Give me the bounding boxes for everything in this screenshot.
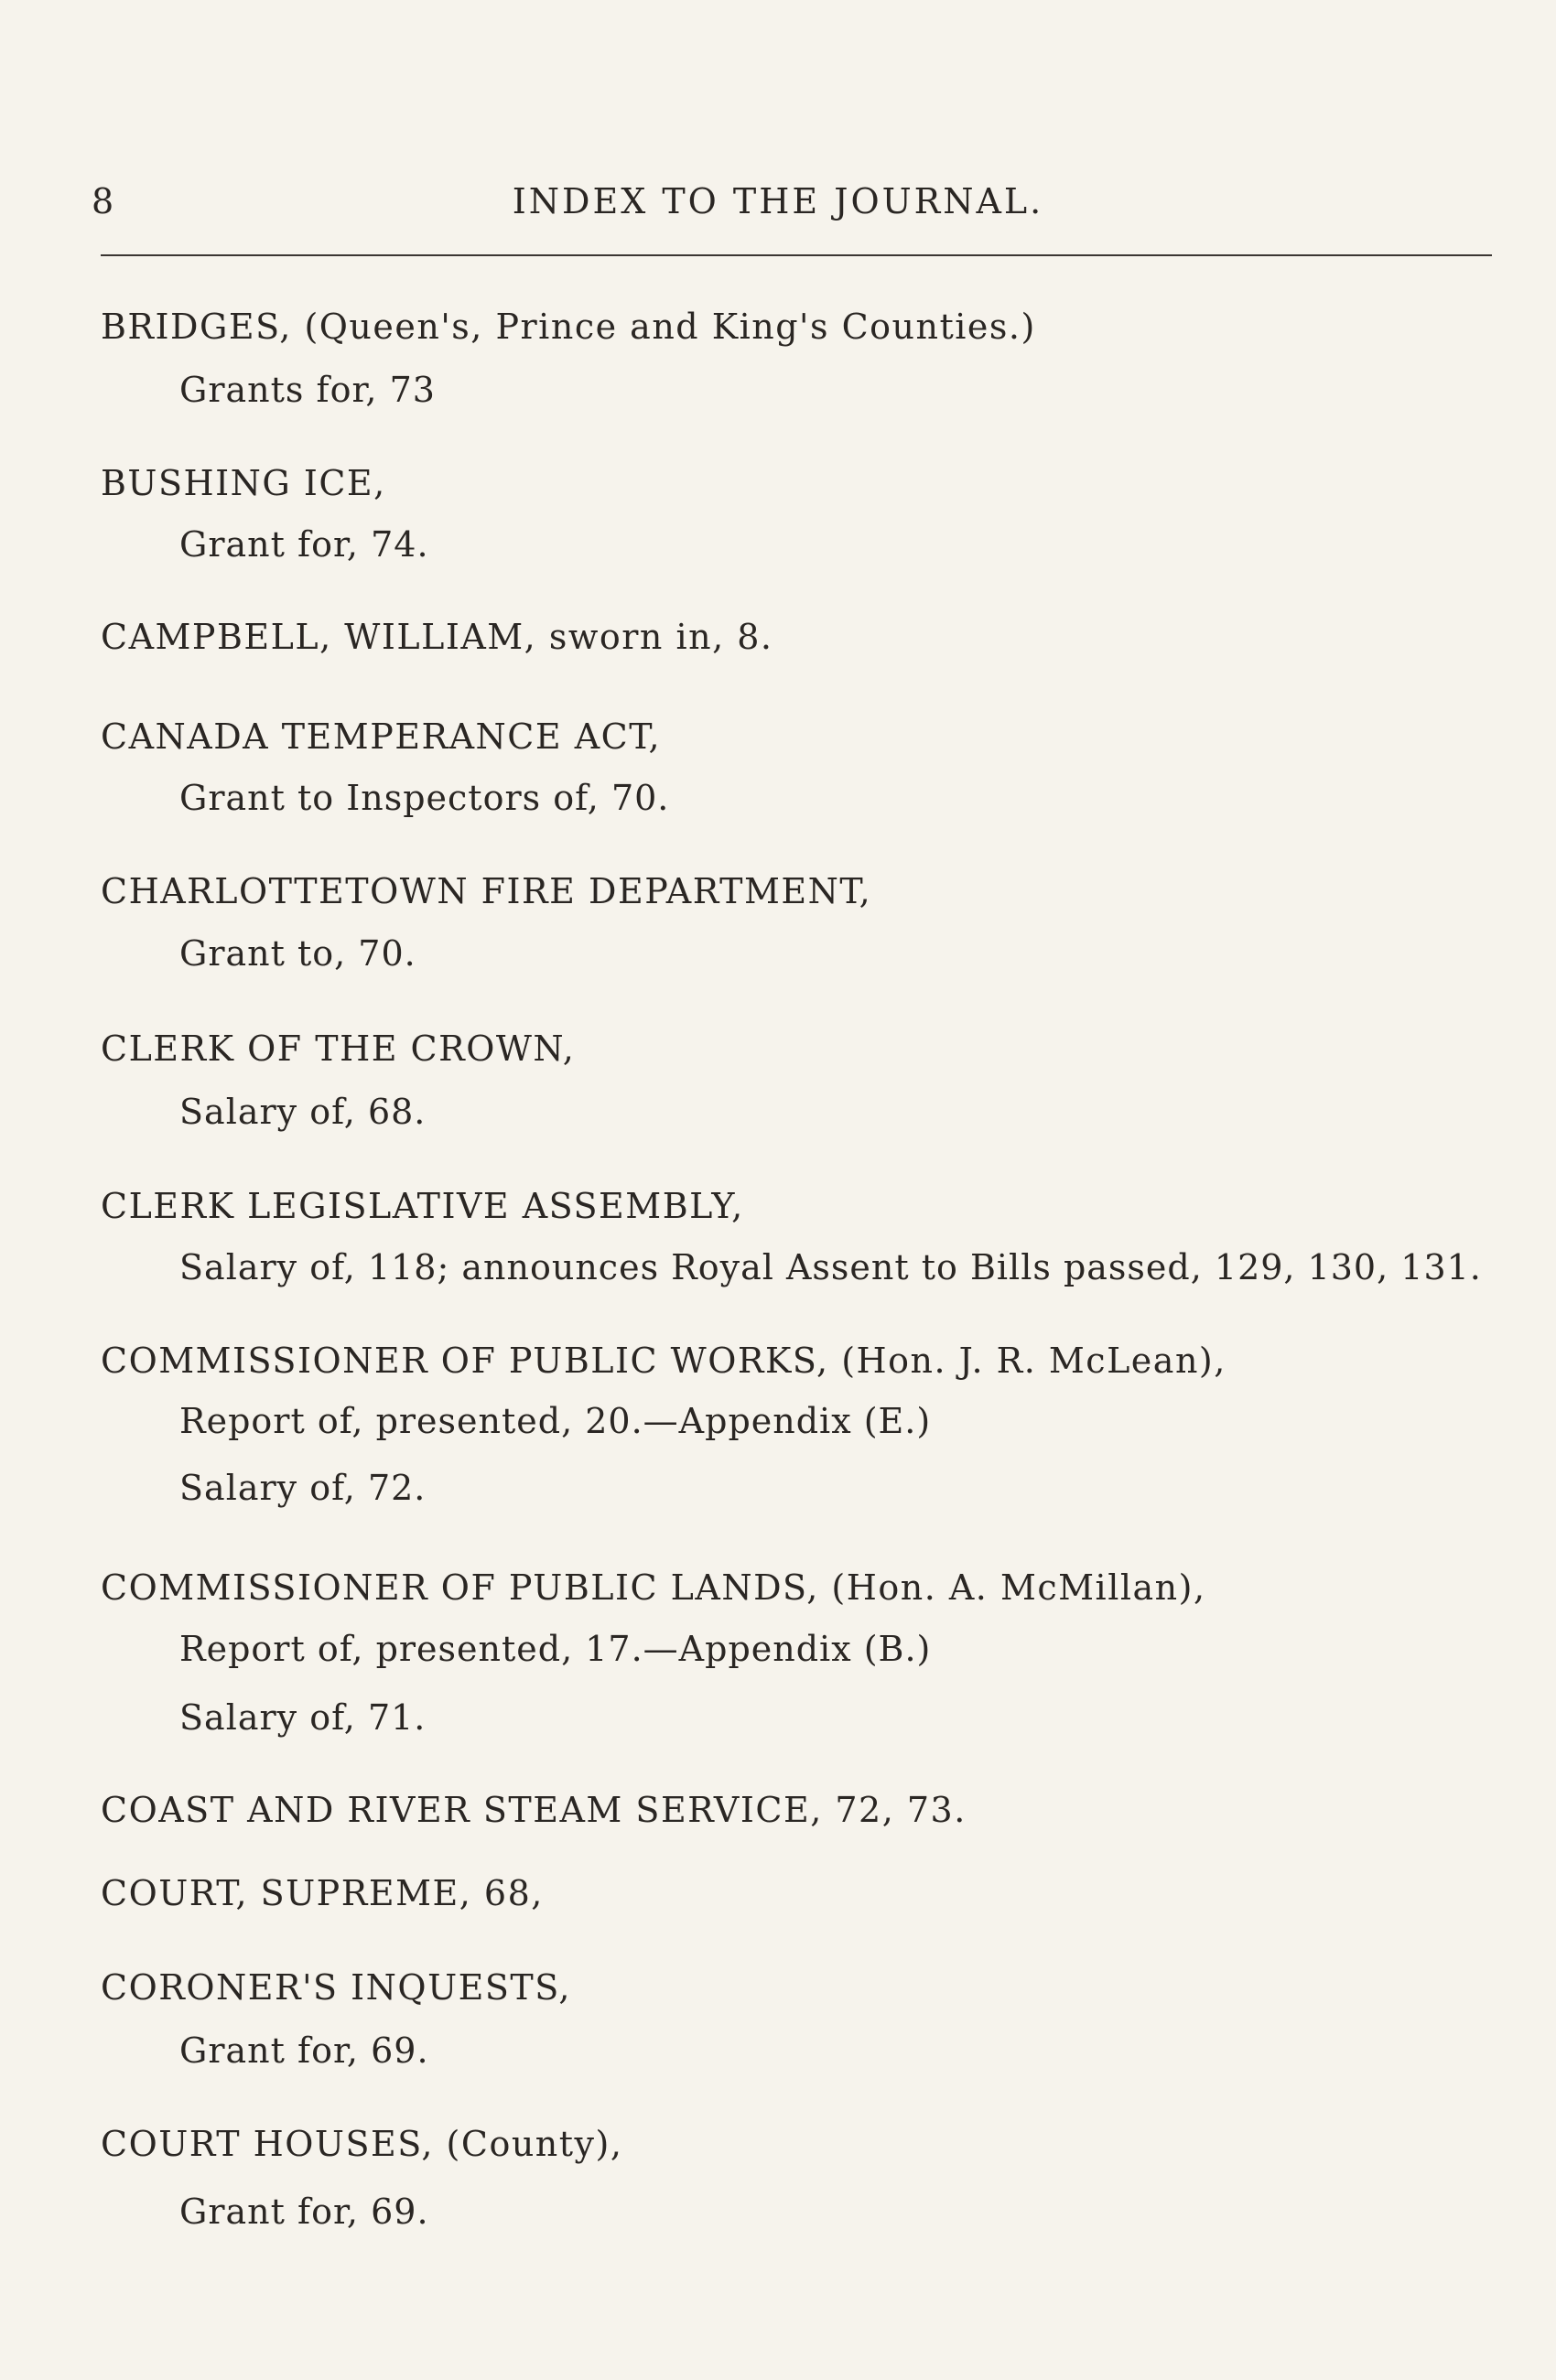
index-subentry: Grant for, 74. (179, 524, 429, 565)
index-subentry: Report of, presented, 17.—Appendix (B.) (179, 1629, 932, 1669)
index-subentry: Grant to Inspectors of, 70. (179, 778, 670, 818)
index-subentry: Salary of, 118; announces Royal Assent to Bills passed, 129, 130, 131. (179, 1247, 1482, 1287)
index-subentry: Salary of, 68. (179, 1092, 427, 1132)
index-heading: CORONER'S INQUESTS, (101, 1967, 571, 2008)
index-heading: CHARLOTTETOWN FIRE DEPARTMENT, (101, 871, 872, 911)
index-heading: COURT HOUSES, (County), (101, 2124, 623, 2164)
index-entries (101, 0, 1492, 2380)
index-subentry: Grants for, 73 (179, 370, 436, 410)
index-subentry: Grant for, 69. (179, 2030, 429, 2071)
index-heading: CLERK OF THE CROWN, (101, 1028, 576, 1069)
index-heading: COMMISSIONER OF PUBLIC LANDS, (Hon. A. McMillan), (101, 1567, 1206, 1608)
page-number: 8 (92, 181, 115, 221)
index-subentry: Salary of, 71. (179, 1697, 427, 1738)
running-head: INDEX TO THE JOURNAL. (512, 181, 1044, 221)
index-heading: COAST AND RIVER STEAM SERVICE, 72, 73. (101, 1790, 967, 1830)
index-subentry: Salary of, 72. (179, 1468, 427, 1508)
index-subentry: Report of, presented, 20.—Appendix (E.) (179, 1401, 932, 1441)
index-heading: CANADA TEMPERANCE ACT, (101, 716, 662, 757)
index-subentry: Grant to, 70. (179, 933, 416, 974)
index-subentry: Grant for, 69. (179, 2192, 429, 2232)
index-heading: COMMISSIONER OF PUBLIC WORKS, (Hon. J. R. McLean), (101, 1341, 1226, 1381)
index-heading: BRIDGES, (Queen's, Prince and King's Counties.) (101, 307, 1036, 347)
index-heading: COURT, SUPREME, 68, (101, 1873, 544, 1913)
index-heading: BUSHING ICE, (101, 463, 386, 503)
index-heading: CAMPBELL, WILLIAM, sworn in, 8. (101, 617, 773, 657)
index-heading: CLERK LEGISLATIVE ASSEMBLY, (101, 1186, 744, 1226)
